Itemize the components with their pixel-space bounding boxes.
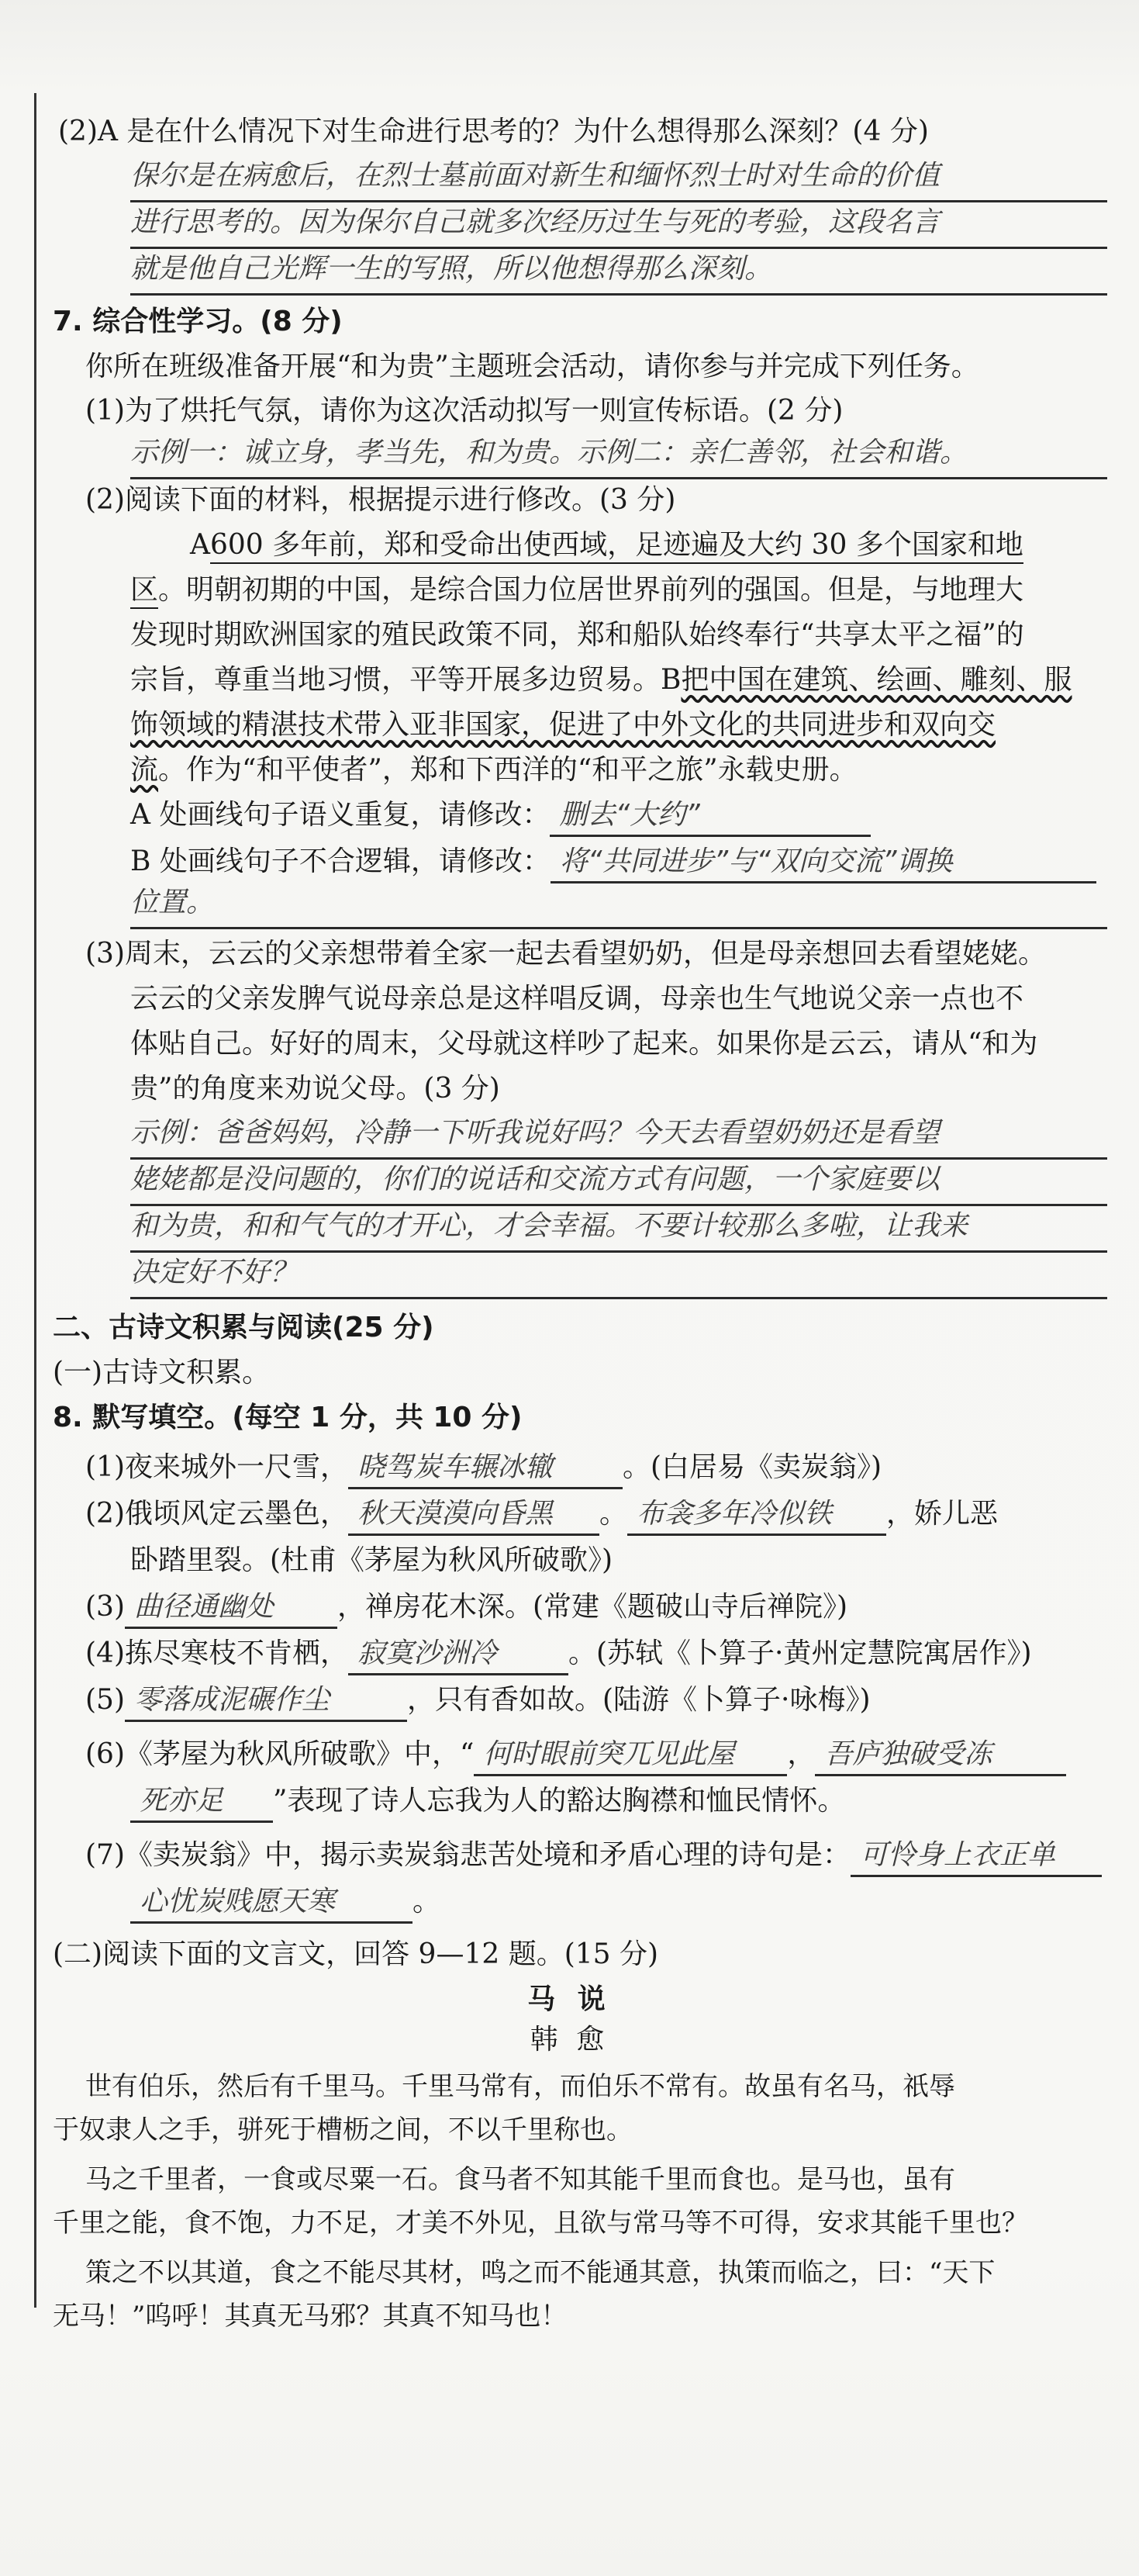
reading-author: 韩 愈 xyxy=(530,2024,609,2056)
reading-p3-line-2: 无马！”呜呼！其真无马邪？其真不知马也！ xyxy=(53,2301,568,2332)
q8-blank-6: 零落成泥碾作尘 xyxy=(125,1681,407,1722)
revise-a-row: A 处画线句子语义重复，请修改： 删去“大约” xyxy=(130,792,871,838)
q7-sub1-answer: 示例一：诚立身，孝当先，和为贵。示例二：亲仁善邻，社会和谐。 xyxy=(130,430,1107,479)
passage-line-6: 流。作为“和平使者”，郑和下西洋的“和平之旅”永载史册。 xyxy=(130,754,858,786)
passage-line-5: 饰领域的精湛技术带入亚非国家，促进了中外文化的共同进步和双向交 xyxy=(130,709,996,741)
reading-p1-line-2: 于奴隶人之手，骈死于槽枥之间，不以千里称也。 xyxy=(53,2114,633,2146)
q8-blank-9: 可怜身上衣正单 xyxy=(851,1836,1102,1877)
q7-sub3-line-2: 云云的父亲发脾气说母亲总是这样唱反调，母亲也生气地说父亲一点也不 xyxy=(130,983,1024,1015)
revise-a-answer: 删去“大约” xyxy=(550,796,871,837)
q8-blank-4: 曲径通幽处 xyxy=(125,1588,337,1629)
q8-blank-10: 心忧炭贱愿天寒 xyxy=(130,1883,412,1924)
q8-item-2: (2)俄顷风定云墨色， 秋天漠漠向昏黑 。 布衾多年冷似铁 ，娇儿恶 xyxy=(85,1491,998,1537)
q7-sub3-answer-1: 示例：爸爸妈妈，冷静一下听我说好吗？今天去看望奶奶还是看望 xyxy=(130,1111,1107,1160)
section2-sub1: (一)古诗文积累。 xyxy=(53,1357,271,1388)
section2-title: 二、古诗文积累与阅读(25 分) xyxy=(53,1312,434,1343)
reading-title: 马 说 xyxy=(527,1983,612,2015)
q8-blank-3: 布衾多年冷似铁 xyxy=(627,1495,886,1536)
q7-sub3-answer-2: 姥姥都是没问题的，你们的说话和交流方式有问题，一个家庭要以 xyxy=(130,1157,1107,1206)
q7-sub3-line-4: 贵”的角度来劝说父母。(3 分) xyxy=(130,1073,500,1105)
q8-item-6: (6)《茅屋为秋风所破歌》中，“ 何时眼前突兀见此屋 ， 吾庐独破受冻 xyxy=(85,1731,1066,1778)
q8-title: 8. 默写填空。(每空 1 分，共 10 分) xyxy=(53,1402,523,1433)
q8-item-6-cont: 死亦足 ”表现了诗人忘我为人的豁达胸襟和恤民情怀。 xyxy=(130,1778,845,1824)
q7-title: 7. 综合性学习。(8 分) xyxy=(53,306,343,337)
q7-intro: 你所在班级准备开展“和为贵”主题班会活动，请你参与并完成下列任务。 xyxy=(85,351,979,382)
q8-item-7: (7)《卖炭翁》中，揭示卖炭翁悲苦处境和矛盾心理的诗句是： 可怜身上衣正单 xyxy=(85,1832,1102,1879)
q7-sub3-answer-3: 和为贵，和和气气的才开心，才会幸福。不要计较那么多啦，让我来 xyxy=(130,1204,1107,1253)
q8-item-4: (4)拣尽寒枝不肯栖， 寂寞沙洲冷 。(苏轼《卜算子·黄州定慧院寓居作》) xyxy=(85,1630,1032,1677)
left-margin-rule xyxy=(34,93,36,2308)
q6-answer-line-1: 保尔是在病愈后，在烈士墓前面对新生和缅怀烈士时对生命的价值 xyxy=(130,154,1107,202)
q7-sub1-question: (1)为了烘托气氛，请你为这次活动拟写一则宣传标语。(2 分) xyxy=(85,395,844,427)
reading-intro: (二)阅读下面的文言文，回答 9—12 题。(15 分) xyxy=(53,1938,659,1970)
revise-b-answer-2: 位置。 xyxy=(130,880,1107,929)
reading-p2-line-2: 千里之能，食不饱，力不足，才美不外见，且欲与常马等不可得，安求其能千里也？ xyxy=(53,2208,1028,2239)
q8-blank-2: 秋天漠漠向昏黑 xyxy=(348,1495,599,1536)
q8-blank-1: 晓驾炭车辗冰辙 xyxy=(348,1448,623,1489)
reading-p1-line-1: 世有伯乐，然后有千里马。千里马常有，而伯乐不常有。故虽有名马，祇辱 xyxy=(85,2071,955,2102)
q8-blank-8-cont: 死亦足 xyxy=(130,1782,273,1823)
q7-sub3-line-1: (3)周末，云云的父亲想带着全家一起去看望奶奶，但是母亲想回去看望姥姥。 xyxy=(85,938,1046,970)
q7-sub3-answer-4: 决定好不好？ xyxy=(130,1250,1107,1299)
passage-line-3: 发现时期欧洲国家的殖民政策不同，郑和船队始终奉行“共享太平之福”的 xyxy=(130,619,1024,651)
q8-item-3: (3) 曲径通幽处 ，禅房花木深。(常建《题破山寺后禅院》) xyxy=(85,1584,847,1630)
q8-item-2-cont: 卧踏里裂。(杜甫《茅屋为秋风所破歌》) xyxy=(130,1544,613,1576)
passage-line-4: 宗旨，尊重当地习惯，平等开展多边贸易。B把中国在建筑、绘画、雕刻、服 xyxy=(130,664,1072,696)
q8-item-7-cont: 心忧炭贱愿天寒 。 xyxy=(130,1879,440,1925)
q8-blank-7: 何时眼前突兀见此屋 xyxy=(474,1735,787,1776)
q6-answer-line-3: 就是他自己光辉一生的写照，所以他想得那么深刻。 xyxy=(130,247,1107,296)
q8-blank-5: 寂寞沙洲冷 xyxy=(348,1634,568,1675)
passage-line-2: 区。明朝初期的中国，是综合国力位居世界前列的强国。但是，与地理大 xyxy=(130,567,1023,614)
q7-sub2-question: (2)阅读下面的材料，根据提示进行修改。(3 分) xyxy=(85,484,676,516)
q6-sub2-question: (2)A 是在什么情况下对生命进行思考的？为什么想得那么深刻？(4 分) xyxy=(58,116,929,147)
reading-p2-line-1: 马之千里者，一食或尽粟一石。食马者不知其能千里而食也。是马也，虽有 xyxy=(85,2164,955,2195)
q6-answer-line-2: 进行思考的。因为保尔自己就多次经历过生与死的考验，这段名言 xyxy=(130,200,1107,249)
passage-line-1: A600 多年前，郑和受命出使西域，足迹遍及大约 30 多个国家和地 xyxy=(190,522,1023,569)
q8-item-5: (5) 零落成泥碾作尘 ，只有香如故。(陆游《卜算子·咏梅》) xyxy=(85,1677,871,1724)
q8-item-1: (1)夜来城外一尺雪， 晓驾炭车辗冰辙 。(白居易《卖炭翁》) xyxy=(85,1444,882,1491)
reading-p3-line-1: 策之不以其道，食之不能尽其材，鸣之而不能通其意，执策而临之，曰：“天下 xyxy=(85,2257,996,2288)
revise-b-row: B 处画线句子不合逻辑，请修改： 将“共同进步”与“双向交流”调换 xyxy=(130,838,1096,885)
revise-b-answer-1: 将“共同进步”与“双向交流”调换 xyxy=(551,842,1096,883)
q7-sub3-line-3: 体贴自己。好好的周末，父母就这样吵了起来。如果你是云云，请从“和为 xyxy=(130,1028,1038,1060)
q8-blank-8: 吾庐独破受冻 xyxy=(815,1735,1066,1776)
